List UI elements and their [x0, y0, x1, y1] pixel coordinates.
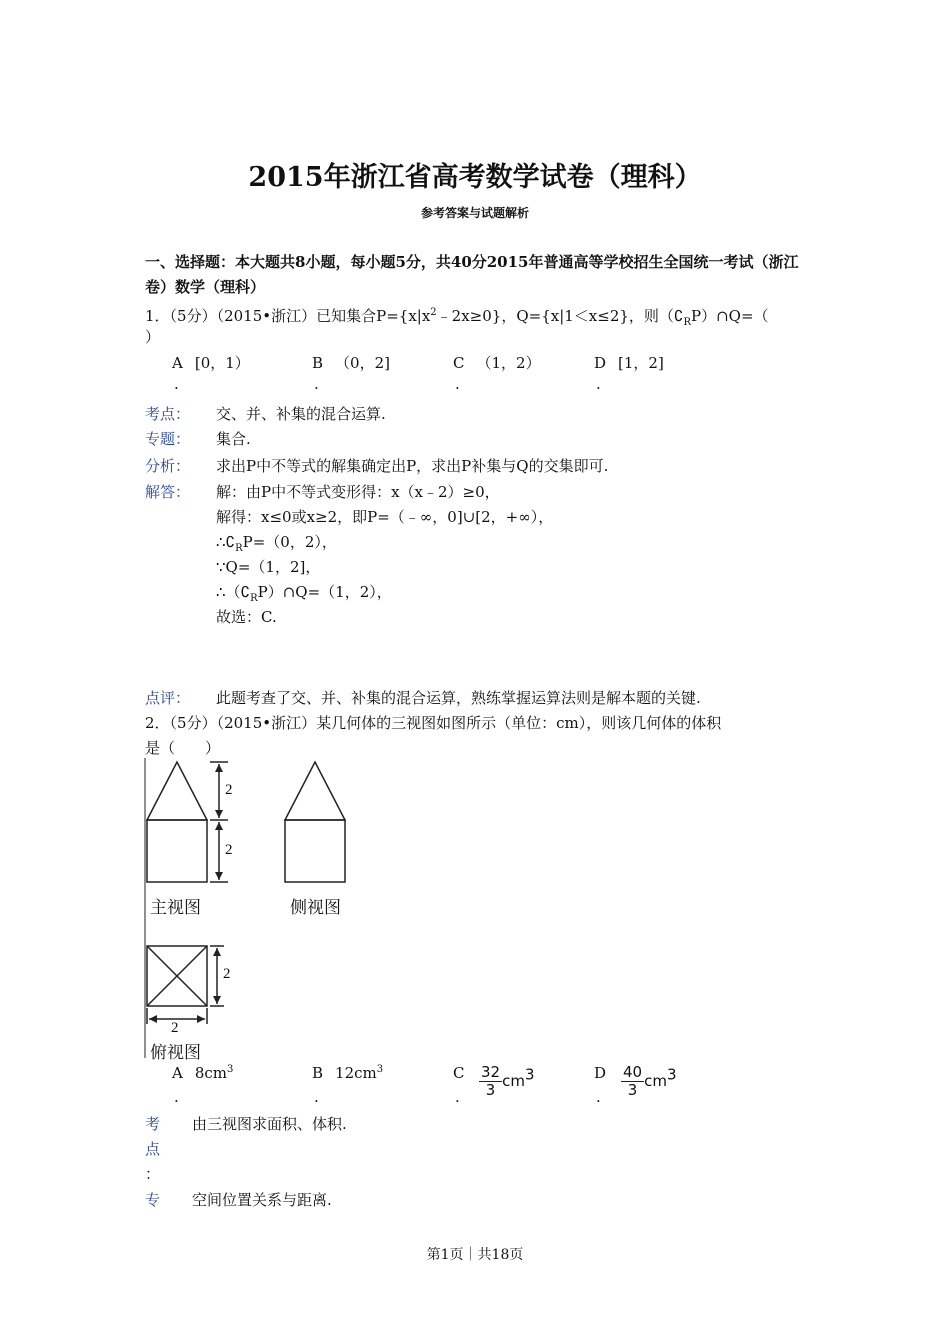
- q2-option-d[interactable]: D: [594, 1064, 607, 1082]
- q1-kaodian-label: 考点：: [145, 405, 191, 423]
- option-dot: .: [455, 375, 460, 393]
- q2-zhuanti-label: 专: [145, 1191, 161, 1209]
- q1-solution-1: 解：由P中不等式变形得：x（x﹣2）≥0，: [216, 483, 500, 501]
- q1-solution-3: $\therefore∁_RP=(0$，2），: [216, 533, 337, 554]
- q2-option-d-value: $\frac{40}{3}$ $cm^3$: [623, 1063, 677, 1099]
- q1-solution-4: ∵Q=（1，2]，: [216, 558, 321, 576]
- side-view-label: 侧视图: [290, 898, 341, 918]
- page-title: 2015年浙江省高考数学试卷（理科）: [248, 162, 702, 193]
- q2-zhuanti: 空间位置关系与距离.: [192, 1191, 332, 1209]
- q1-fenxi-label: 分析：: [145, 457, 191, 475]
- dim-label: 2: [223, 966, 231, 982]
- front-view-triangle: [147, 762, 207, 820]
- q2-kaodian-label-2: 点: [145, 1140, 161, 1158]
- q2-option-b[interactable]: B $12cm^3$: [312, 1064, 384, 1082]
- fraction: $\frac{32}{3}$: [481, 1063, 501, 1099]
- fraction: $\frac{40}{3}$: [623, 1063, 643, 1099]
- option-dot: .: [596, 1088, 601, 1106]
- q1-stem: 1．（5分）（2015•浙江）已知集合$P=\{x|x^2﹣2x\ge 0\}$，Q={x|1＜x≤2}，则$(∁_RP)\cap Q=$（: [145, 307, 769, 328]
- q1-solution-6: 故选：C.: [216, 608, 277, 626]
- q1-option-d[interactable]: D [1，2]: [594, 354, 664, 372]
- q1-jieda-label: 解答：: [145, 483, 191, 501]
- q1-zhuanti-label: 专题：: [145, 430, 191, 448]
- q2-kaodian: 由三视图求面积、体积.: [192, 1115, 347, 1133]
- q1-zhuanti: 集合.: [216, 430, 251, 448]
- side-view-triangle: [285, 762, 345, 820]
- q2-option-c-value: $\frac{32}{3}$ $cm^3$: [481, 1063, 535, 1099]
- q2-option-c[interactable]: C: [453, 1064, 465, 1082]
- q2-stem-2: 是（ ）: [145, 739, 221, 757]
- top-view-label: 俯视图: [150, 1043, 201, 1063]
- q2-kaodian-colon: ：: [145, 1165, 161, 1183]
- dim-label: 2: [225, 782, 233, 798]
- option-dot: .: [455, 1088, 460, 1106]
- q1-kaodian: 交、并、补集的混合运算.: [216, 405, 386, 423]
- page-footer: 第1页｜共18页: [426, 1247, 524, 1263]
- q1-dianping-label: 点评：: [145, 689, 191, 707]
- option-dot: .: [314, 1088, 319, 1106]
- option-dot: .: [174, 1088, 179, 1106]
- q1-fenxi: 求出P中不等式的解集确定出P，求出P补集与Q的交集即可.: [216, 457, 609, 475]
- q1-option-b[interactable]: B （0，2]: [312, 354, 390, 372]
- q1-solution-5: $\therefore(∁_RP)\cap Q=(1$，2），: [216, 583, 392, 604]
- q1-option-c[interactable]: C （1，2）: [453, 354, 541, 372]
- q2-kaodian-label-1: 考: [145, 1115, 161, 1133]
- front-view-label: 主视图: [150, 898, 201, 918]
- page-subtitle: 参考答案与试题解析: [420, 206, 529, 220]
- q1-stem-end: ）: [145, 328, 161, 346]
- section-heading: 一、选择题：本大题共8小题，每小题5分，共40分2015年普通高等学校招生全国统一考试（浙江卷）数学（理科）: [145, 253, 799, 296]
- q1-solution-2: 解得：x≤0或x≥2，即P=（﹣∞，0]∪[2，+∞），: [216, 508, 554, 526]
- option-dot: .: [596, 375, 601, 393]
- front-view-square: [147, 820, 207, 882]
- q2-option-a[interactable]: A $8cm^3$: [172, 1064, 234, 1082]
- dim-label: 2: [171, 1020, 179, 1036]
- q1-option-a[interactable]: A [0，1）: [172, 354, 250, 372]
- option-dot: .: [174, 375, 179, 393]
- side-view-square: [285, 820, 345, 882]
- dim-label: 2: [225, 842, 233, 858]
- q2-stem-1: 2．（5分）（2015•浙江）某几何体的三视图如图所示（单位：cm），则该几何体的体积: [145, 714, 722, 732]
- option-dot: .: [314, 375, 319, 393]
- q1-dianping: 此题考查了交、并、补集的混合运算，熟练掌握运算法则是解本题的关键.: [216, 689, 701, 707]
